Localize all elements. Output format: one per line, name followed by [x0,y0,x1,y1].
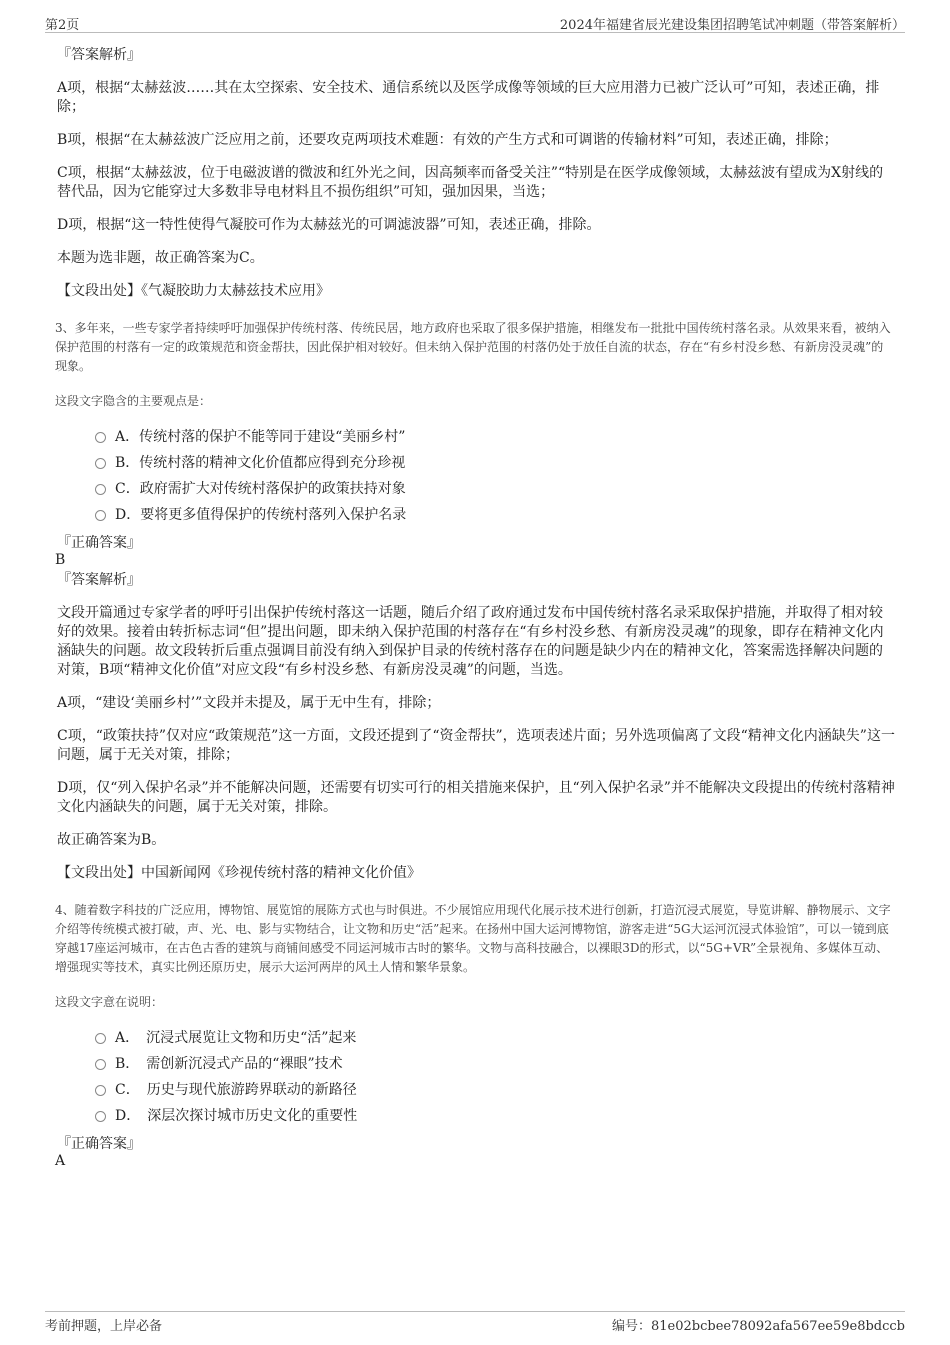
document-content [55,46,895,1170]
q3-option-a[interactable]: A．传统村落的保护不能等同于建设“美丽乡村” [95,427,895,447]
q2-analysis-label: 『答案解析』 [57,47,141,63]
document-title: 2024年福建省辰光建设集团招聘笔试冲刺题（带答案解析） [559,18,905,33]
q3-analysis-c: C项，“政策扶持”仅对应“政策规范”这一方面，文段还提到了“资金帮扶”，选项表述片面；另外选项偏离了文段“精神文化内涵缺失”这一问题，属于无关对策，排除； [57,728,895,763]
radio-icon[interactable] [95,1111,106,1122]
q3-option-c[interactable]: C．政府需扩大对传统村落保护的政策扶持对象 [95,479,895,499]
q4-option-a[interactable]: A． 沉浸式展览让文物和历史“活”起来 [95,1028,895,1048]
page-number: 第2页 [45,18,80,33]
q4-option-b[interactable]: B． 需创新沉浸式产品的“裸眼”技术 [95,1054,895,1074]
q4-option-d[interactable]: D． 深层次探讨城市历史文化的重要性 [95,1106,895,1126]
q2-conclusion: 本题为选非题，故正确答案为C。 [57,250,264,266]
q3-text: 3、多年来，一些专家学者持续呼吁加强保护传统村落、传统民居，地方政府也采取了很多保护措施，相继发布一批批中国传统村落名录。从效果来看，被纳入保护范围的村落有一定的政策规范和资金帮扶，因此保护相对较好。但未纳入保护范围的村落仍处于放任自流的状态，存在“有乡村没乡愁、有新房没灵魂”的现象。 [55,321,891,373]
q3-analysis-label: 『答案解析』 [57,572,141,588]
footer-slogan: 考前押题，上岸必备 [45,1319,163,1334]
q4-text: 4、随着数字科技的广泛应用，博物馆、展览馆的展陈方式也与时俱进。不少展馆应用现代化展示技术进行创新，打造沉浸式展览，导览讲解、静物展示、文字介绍等传统模式被打破，声、光、电、影与实物结合，让文物和历史“活”起来。在扬州中国大运河博物馆，游客走进“5G大运河沉浸式体验馆”，可以一镜到底穿越17座运河城市，在古色古香的建筑与商铺间感受不同运河城市古时的繁华。文物与高科技融合，以裸眼3D的形式，以“5G+VR”全景视角、多媒体互动、增强现实等技术，真实比例还原历史，展示大运河两岸的风土人情和繁华景象。 [55,903,891,974]
radio-icon[interactable] [95,484,106,495]
q3-analysis-a: A项，“建设‘美丽乡村’”文段并未提及，属于无中生有，排除； [57,695,441,711]
radio-icon[interactable] [95,458,106,469]
page-header [45,14,905,33]
radio-icon[interactable] [95,1033,106,1044]
q4-option-c[interactable]: C． 历史与现代旅游跨界联动的新路径 [95,1080,895,1100]
q4-answer: A [55,1153,66,1169]
q3-answer-label: 『正确答案』 [57,535,141,551]
radio-icon[interactable] [95,1059,106,1070]
q3-option-b[interactable]: B．传统村落的精神文化价值都应得到充分珍视 [95,453,895,473]
q3-answer: B [55,552,66,568]
document-id: 编号：81e02bcbee78092afa567ee59e8bdccb [612,1319,905,1334]
q3-conclusion: 故正确答案为B。 [57,832,166,848]
q2-analysis-a: A项，根据“太赫兹波……其在太空探索、安全技术、通信系统以及医学成像等领域的巨大应用潜力已被广泛认可”可知，表述正确，排除； [57,80,880,115]
q2-analysis-d: D项，根据“这一特性使得气凝胶可作为太赫兹光的可调滤波器”可知，表述正确，排除。 [57,217,601,233]
q2-analysis-b: B项，根据“在太赫兹波广泛应用之前，还要攻克两项技术难题：有效的产生方式和可调谐的传输材料”可知，表述正确，排除； [57,132,838,148]
radio-icon[interactable] [95,510,106,521]
page-footer [45,1311,905,1334]
q3-source: 【文段出处】中国新闻网《珍视传统村落的精神文化价值》 [57,865,421,881]
q4-prompt: 这段文字意在说明： [55,995,164,1009]
q3-analysis-d: D项，仅“列入保护名录”并不能解决问题，还需要有切实可行的相关措施来保护，且“列入保护名录”并不能解决文段提出的传统村落精神文化内涵缺失的问题，属于无关对策，排除。 [57,780,895,815]
radio-icon[interactable] [95,1085,106,1096]
q3-prompt: 这段文字隐含的主要观点是： [55,394,212,408]
q2-source: 【文段出处】《气凝胶助力太赫兹技术应用》 [57,283,330,299]
q3-analysis-main: 文段开篇通过专家学者的呼吁引出保护传统村落这一话题，随后介绍了政府通过发布中国传统村落名录采取保护措施，并取得了相对较好的效果。接着由转折标志词“但”提出问题，即未纳入保护范围的村落存在“有乡村没乡愁、有新房没灵魂”的现象，即存在精神文化内涵缺失的问题。故文段转折后重点强调目前没有纳入到保护目录的传统村落存在的问题是缺少内在的精神文化，答案需选择解决问题的对策，B项“精神文化价值”对应文段“有乡村没乡愁、有新房没灵魂”的问题，当选。 [57,605,884,678]
q3-option-d[interactable]: D．要将更多值得保护的传统村落列入保护名录 [95,505,895,525]
q4-answer-label: 『正确答案』 [57,1136,141,1152]
q2-analysis-c: C项，根据“太赫兹波，位于电磁波谱的微波和红外光之间，因高频率而备受关注”“特别是在医学成像领域，太赫兹波有望成为X射线的替代品，因为它能穿过大多数非导电材料且不损伤组织”可知，强加因果，当选； [57,165,884,200]
radio-icon[interactable] [95,432,106,443]
